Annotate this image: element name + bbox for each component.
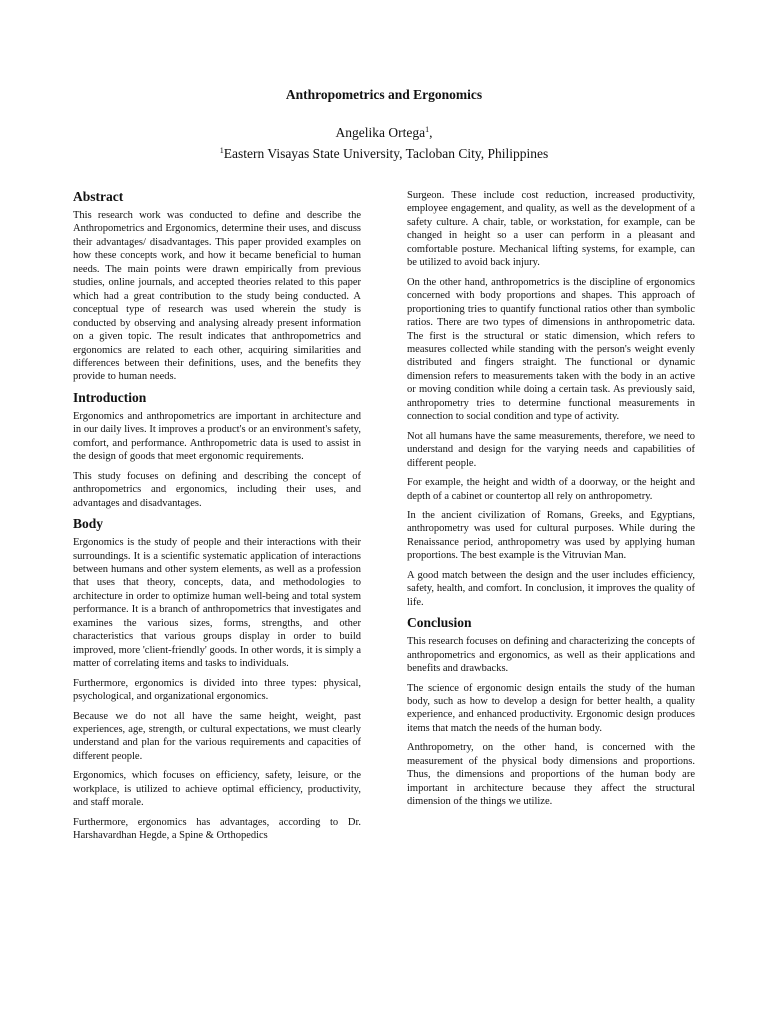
introduction-heading: Introduction	[73, 389, 147, 405]
body-paragraph-5: Furthermore, ergonomics has advantages, according to Dr. Harshavardhan Hegde, a Spine & Orthopedics	[73, 816, 361, 842]
body-paragraph-2: Furthermore, ergonomics is divided into three types: physical, psychological, and organizational ergonomics.	[73, 677, 361, 703]
body-paragraph-8: Not all humans have the same measurements, therefore, we need to understand and design for the varying needs and capabilities of different people.	[407, 430, 695, 469]
affiliation-text: Eastern Visayas State University, Tacloban City, Philippines	[223, 146, 549, 161]
conclusion-paragraph-2: The science of ergonomic design entails the study of the human body, such as how to develop a design for better health, a quality experience, and enhanced productivity. Ergonomic design produces items that match the needs of the human body.	[407, 682, 695, 734]
right-column	[407, 189, 695, 815]
body-paragraph-10: In the ancient civilization of Romans, Greeks, and Egyptians, anthropometry was used for cultural purposes. While during the Renaissance period, anthropometry was used by applying human proportions. The best example is the Vitruvian Man.	[407, 509, 695, 562]
affiliation-superscript: 1	[219, 146, 224, 155]
body-paragraph-7: On the other hand, anthropometrics is the discipline of ergonomics concerned with body proportions and shapes. This approach of proportioning tries to quantify functional ratios other than symbolic ratios. There are two types of dimensions in anthropometric data. The first is the structural or static dimension, which refers to measures collected while standing with the person's weight evenly distributed and fingers straight. The functional or dynamic dimension refers to measurements taken with the body in an active or moving condition while doing a certain task. As previously said, anthropometry tries to determine functional measurements in connection to social condition and type of activity.	[407, 276, 695, 423]
abstract-paragraph: This research work was conducted to define and describe the Anthropometrics and Ergonomics, determine their uses, and discuss their advantages/ disadvantages. This paper provided examples on how these concepts work, and how it became beneficial to human needs. The main points were drawn empirically from previous studies, online journals, and accepted theories related to this paper which had a great contribution to the study being conducted. A conceptual type of research was used wherein the study is conducted by observing and analysing already present information on a given topic. The result indicates that anthropometrics and ergonomics are related to each other, acquiring similarities and differences between their definitions, uses, and the benefits they provide to human needs.	[73, 210, 361, 383]
author-name: Angelika Ortega	[335, 125, 426, 140]
affiliation-line	[0, 146, 768, 162]
paper-title: Anthropometrics and Ergonomics	[285, 87, 483, 102]
introduction-paragraph-1: Ergonomics and anthropometrics are important in architecture and in our daily lives. It improves a product's or an environment's safety, comfort, and performance. Anthropometric data is used to assist in the design of goods that meet ergonomic requirements.	[73, 410, 361, 463]
body-paragraph-11: A good match between the design and the user includes efficiency, safety, health, and comfort. In conclusion, it improves the quality of life.	[407, 569, 695, 608]
body-heading: Body	[73, 516, 104, 532]
body-paragraph-1: Ergonomics is the study of people and their interactions with their surroundings. It is a scientific systematic application of interactions between humans and other system elements, as well as a profession that uses that theory, concepts, data, and methodologies to architecture in order to optimize human well-being and total system performance. It is a branch of anthropometrics that investigates and examines the various sizes, forms, strengths, and other characteristics that various groups display in order to build improved, more 'client-friendly' goods. In other words, it is simply a matter of correlating items and tasks to individuals.	[73, 537, 361, 670]
conclusion-heading: Conclusion	[407, 615, 472, 631]
conclusion-paragraph-1: This research focuses on defining and characterizing the concepts of anthropometrics and ergonomics, as well as their applications and benefits and drawbacks.	[407, 636, 695, 675]
introduction-paragraph-2: This study focuses on defining and describing the concept of anthropometrics and ergonomics, including their uses, and advantages and disadvantages.	[73, 470, 361, 509]
author-line	[0, 125, 768, 141]
conclusion-paragraph-3: Anthropometry, on the other hand, is concerned with the measurement of the physical body dimensions and proportions. Thus, the dimensions and proportions of the human body are important in architecture because they affect the structural dimension of the things we utilize.	[407, 742, 695, 808]
body-paragraph-9: For example, the height and width of a doorway, or the height and depth of a cabinet or countertop all rely on anthropometry.	[407, 477, 695, 502]
author-suffix: ,	[429, 125, 433, 140]
body-paragraph-3: Because we do not all have the same height, weight, past experiences, age, strength, or cultural expectations, we must clearly understand and plan for the various requirements and capacities of different people.	[73, 710, 361, 762]
body-paragraph-4: Ergonomics, which focuses on efficiency, safety, leisure, or the workplace, is utilized to achieve optimal efficiency, productivity, and staff morale.	[73, 770, 361, 809]
body-paragraph-6: Surgeon. These include cost reduction, increased productivity, employee engagement, and quality, as well as the development of a safety culture. A chair, table, or workstation, for example, can be changed in height so a user can perform in a pleasant and comfortable posture. Mechanical lifting systems, for example, can be utilized to avoid back injury.	[407, 190, 695, 269]
left-column	[73, 189, 361, 849]
author-superscript: 1	[425, 125, 430, 134]
abstract-heading: Abstract	[73, 189, 124, 204]
